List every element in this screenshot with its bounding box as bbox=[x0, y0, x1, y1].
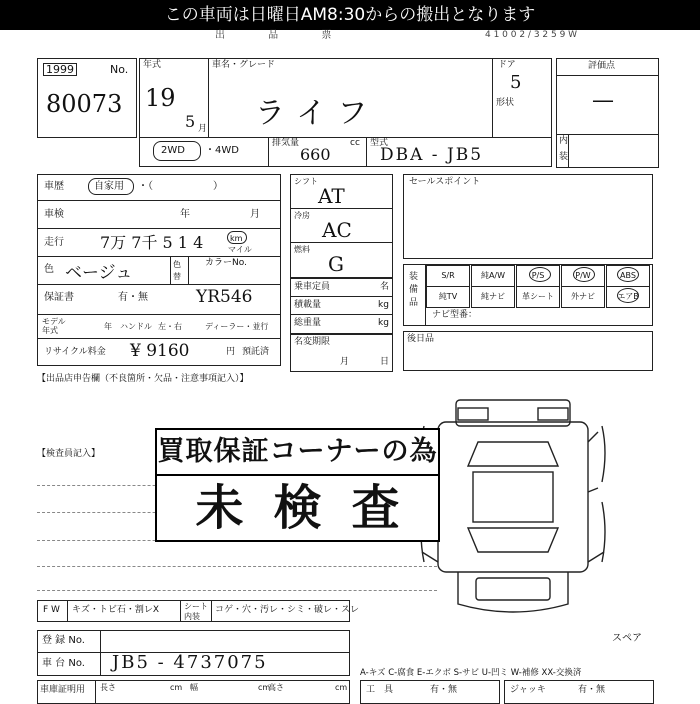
door-label: ドア bbox=[498, 60, 516, 70]
history-other: ・（ ） bbox=[138, 181, 223, 192]
seller-remarks-label: 【出品店申告欄（不良箇所・欠品・注意事項記入）】 bbox=[37, 374, 249, 384]
handle-value: 左・右 bbox=[158, 322, 182, 331]
chassis-label: 車 台 No. bbox=[42, 658, 85, 669]
history-label: 車歴 bbox=[44, 181, 64, 192]
model-year-label-b: 年式 bbox=[42, 326, 58, 335]
color-value: ベージュ bbox=[65, 263, 133, 283]
seat-label-a: シート bbox=[184, 602, 208, 611]
inspection-label: 車検 bbox=[44, 209, 64, 220]
year-label: 年式 bbox=[143, 60, 162, 70]
equip-leather: 革シート bbox=[516, 286, 560, 308]
registration-label: 登 録 No. bbox=[42, 635, 85, 646]
cert-height-label: 高さ bbox=[268, 683, 284, 692]
fuel-label: 燃料 bbox=[294, 245, 310, 254]
buyback-stamp: 買取保証コーナーの為 bbox=[155, 428, 440, 476]
load-unit: kg bbox=[378, 300, 389, 310]
inspection-year: 年 bbox=[180, 209, 190, 220]
recycle-value: ¥ 9160 bbox=[130, 341, 190, 361]
interior-label-b: 装 bbox=[559, 152, 569, 162]
model-year-unit: 年 bbox=[104, 322, 112, 331]
mileage-mile: マイル bbox=[228, 245, 252, 254]
inspector-remarks-label: 【検査員記入】 bbox=[37, 449, 101, 459]
interior-label-a: 内 bbox=[559, 136, 569, 146]
drive-2wd: 2WD bbox=[161, 145, 185, 156]
warranty-value: 有・無 bbox=[118, 292, 148, 303]
score-value: — bbox=[592, 88, 614, 113]
lot-no-label: No. bbox=[110, 63, 129, 76]
car-name-label: 車名・グレード bbox=[212, 60, 276, 70]
equip-navi: 純ナビ bbox=[471, 286, 515, 308]
recycle-unit: 円 bbox=[226, 347, 236, 357]
equip-sr: S/R bbox=[426, 265, 470, 287]
inspection-month: 月 bbox=[250, 209, 260, 220]
dealer-label: ディーラー・並行 bbox=[205, 322, 269, 331]
ps-circle bbox=[529, 267, 551, 282]
shift-label: シフト bbox=[294, 177, 318, 186]
equip-tv: 純TV bbox=[426, 286, 470, 308]
engine-label: 排気量 bbox=[272, 138, 300, 148]
later-items-label: 後日品 bbox=[407, 334, 435, 344]
chassis-number: JB5 - 4737075 bbox=[112, 652, 268, 673]
later-items-box bbox=[403, 331, 653, 371]
fw-value: キズ・トビ石・割レX bbox=[72, 605, 159, 615]
history-value: 自家用 bbox=[94, 181, 124, 192]
recycle-label: リサイクル料金 bbox=[44, 347, 106, 357]
car-diagram bbox=[418, 392, 608, 632]
owner-change-day: 日 bbox=[380, 357, 390, 367]
cert-height-unit: cm bbox=[335, 683, 348, 692]
capacity-label: 乗車定員 bbox=[294, 282, 331, 292]
year-value: 19 bbox=[145, 84, 176, 112]
warranty-label: 保証書 bbox=[44, 292, 74, 303]
color-number: YR546 bbox=[196, 287, 253, 307]
model-label: 型式 bbox=[370, 138, 389, 148]
sheet-title: 出 品 票 bbox=[215, 30, 352, 41]
jack-value: 有・無 bbox=[578, 685, 606, 695]
model-year-label-a: モデル bbox=[42, 317, 66, 326]
seat-value: コゲ・穴・汚レ・シミ・破レ・スレ bbox=[215, 605, 360, 615]
gross-unit: kg bbox=[378, 318, 389, 328]
gross-label: 総重量 bbox=[294, 318, 322, 328]
seat-label-b: 内装 bbox=[184, 612, 200, 621]
month-unit: 月 bbox=[198, 124, 208, 134]
cert-length-unit: cm bbox=[170, 683, 183, 692]
lot-year-tag: 1999 bbox=[43, 63, 77, 76]
month-value: 5 bbox=[185, 112, 196, 131]
cert-width-label: 幅 bbox=[190, 683, 198, 692]
handle-label: ハンドル bbox=[120, 322, 152, 331]
engine-unit: cc bbox=[350, 138, 360, 148]
equip-airbag: エアB bbox=[606, 286, 650, 308]
damage-legend: A-キズ C-腐食 E-エクボ S-サビ U-凹ミ W-補修 XX-交換済 bbox=[360, 668, 582, 678]
equip-abs: ABS bbox=[606, 265, 650, 287]
airbag-circle bbox=[617, 288, 639, 303]
aircon-label: 冷房 bbox=[294, 211, 310, 220]
lot-number: 80073 bbox=[46, 90, 123, 118]
uninspected-stamp: 未検査 bbox=[155, 476, 440, 542]
shape-label: 形状 bbox=[496, 98, 515, 108]
spare-label: スペア bbox=[612, 633, 642, 644]
mileage-km: km bbox=[230, 234, 243, 243]
owner-change-label: 名変期限 bbox=[294, 337, 331, 347]
equip-alloy-wheel: 純A/W bbox=[471, 265, 515, 287]
equip-power-window: P/W bbox=[561, 265, 605, 287]
sheet-code: 4 1 0 0 2 / 3 2 5 9 W bbox=[485, 30, 578, 40]
shift-value: AT bbox=[318, 184, 345, 208]
load-label: 積載量 bbox=[294, 300, 322, 310]
capacity-unit: 名 bbox=[380, 282, 390, 292]
tools-value: 有・無 bbox=[430, 685, 458, 695]
drive-4wd: ・4WD bbox=[205, 145, 239, 156]
door-count: 5 bbox=[510, 72, 522, 93]
pw-circle bbox=[573, 267, 595, 282]
color-change-a: 色 bbox=[173, 260, 181, 269]
abs-circle bbox=[617, 267, 639, 282]
fw-label: F W bbox=[43, 605, 60, 615]
aircon-value: AC bbox=[322, 218, 352, 242]
fuel-value: G bbox=[328, 252, 344, 276]
equip-aftermarket-navi: 外ナビ bbox=[561, 286, 605, 308]
recycle-status: 預託済 bbox=[242, 347, 270, 357]
mileage-label: 走行 bbox=[44, 237, 64, 248]
sales-point-label: セールスポイント bbox=[409, 177, 481, 187]
equip-power-steering: P/S bbox=[516, 265, 560, 287]
equipment-label: 装備品 bbox=[409, 272, 419, 308]
jack-label: ジャッキ bbox=[510, 685, 546, 695]
model-code: DBA - JB5 bbox=[380, 145, 484, 165]
score-label: 評価点 bbox=[588, 61, 616, 71]
mileage-value: 7万 7千 5 1 4 bbox=[100, 233, 204, 252]
cert-width-unit: cm bbox=[258, 683, 271, 692]
owner-change-month: 月 bbox=[340, 357, 350, 367]
garage-cert-label: 車庫証明用 bbox=[40, 685, 86, 695]
navi-model-label: ナビ型番： bbox=[432, 310, 478, 320]
color-no-label: カラーNo. bbox=[205, 258, 247, 268]
color-change-b: 替 bbox=[173, 272, 181, 281]
cert-length-label: 長さ bbox=[100, 683, 116, 692]
color-label: 色 bbox=[44, 264, 54, 275]
tools-label: 工 具 bbox=[366, 685, 394, 695]
pickup-notice-banner: この車両は日曜日AM8:30からの搬出となります bbox=[0, 0, 700, 30]
engine-value: 660 bbox=[300, 145, 331, 164]
car-name: ライフ bbox=[255, 96, 380, 131]
